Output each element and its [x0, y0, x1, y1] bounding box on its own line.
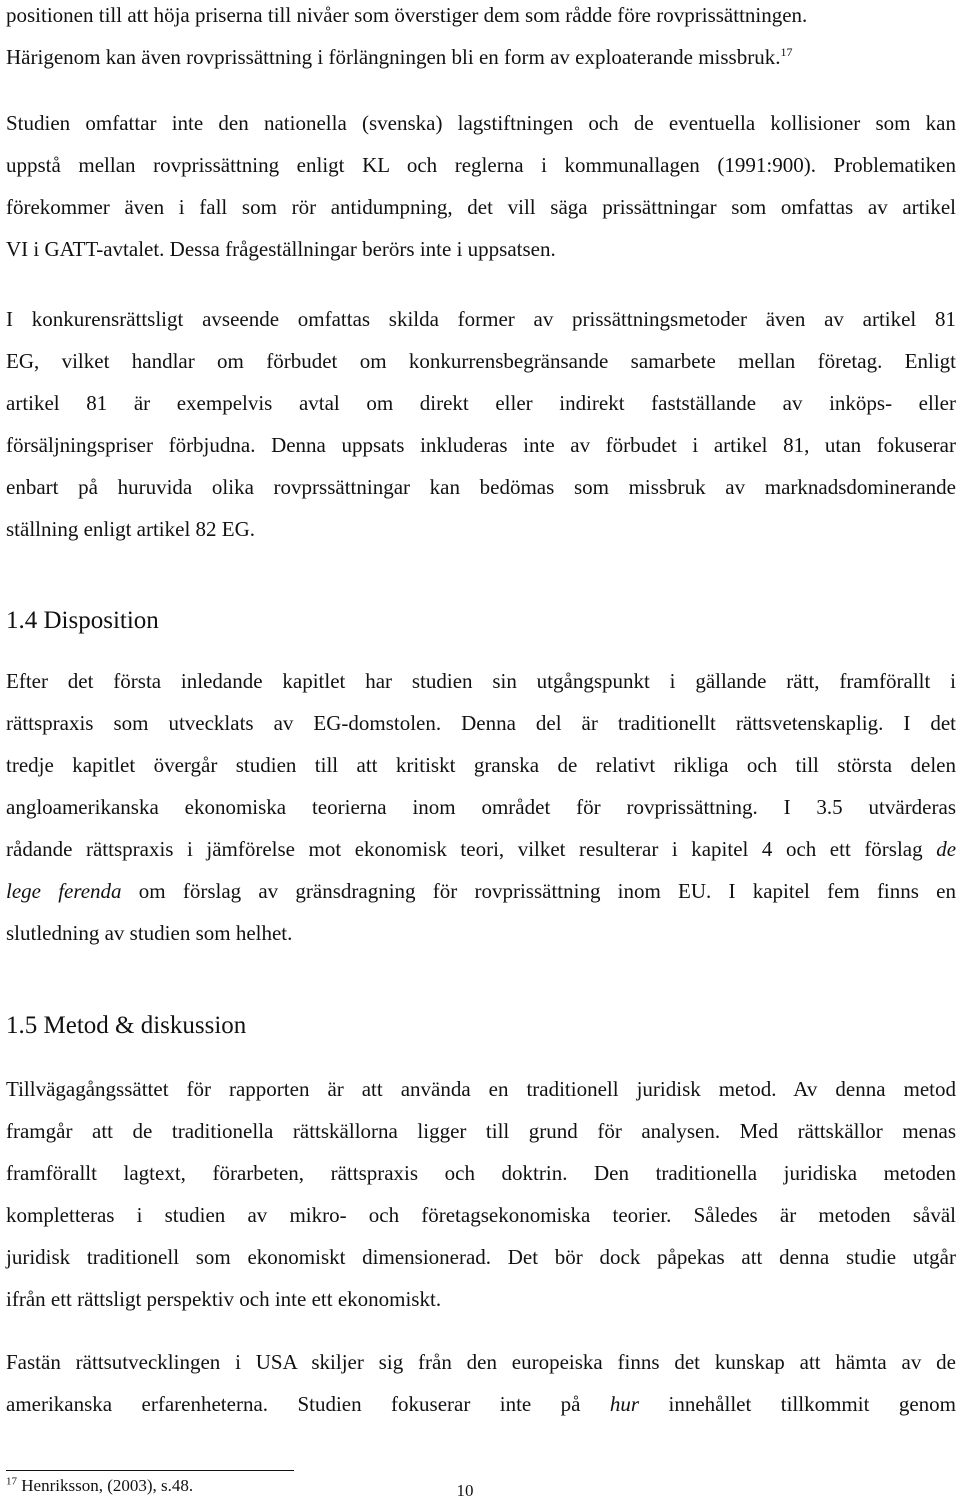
- paragraph-rovprissattning-exploatering: [6, 0, 956, 78]
- text-line: I konkurensrättsligt avseende omfattas skilda former av prissättningsmetoder även av artikel 81: [6, 307, 956, 331]
- text-line: Tillvägagångssättet för rapporten är att använda en traditionell juridisk metod. Av denna metod: [6, 1077, 956, 1101]
- footnote-number: 17: [6, 1475, 17, 1488]
- text-line: framförallt lagtext, förarbeten, rättspraxis och doktrin. Den traditionella juridiska metoden: [6, 1161, 956, 1185]
- italic-text: hur: [609, 1392, 640, 1416]
- text-line: Fastän rättsutvecklingen i USA skiljer sig från den europeiska finns det kunskap att hämta av de: [6, 1350, 956, 1374]
- page-number: 10: [456, 1481, 474, 1500]
- text-segment: rådande rättspraxis i jämförelse mot ekonomisk teori, vilket resulterar i kapitel 4 och ett förslag: [6, 837, 923, 861]
- section-heading-disposition: 1.4 Disposition: [6, 607, 159, 634]
- text-line: slutledning av studien som helhet.: [6, 921, 293, 945]
- paragraph-artikel-81: [6, 298, 956, 550]
- text-line: kompletteras i studien av mikro- och företagsekonomiska teorier. Således är metoden såväl: [6, 1203, 956, 1227]
- italic-text: lege ferenda: [6, 879, 122, 903]
- italic-text: de: [936, 837, 957, 861]
- text-line: rättspraxis som utvecklats av EG-domstolen. Denna del är traditionellt rättsvetenskaplig. I det: [6, 711, 956, 735]
- text-line: juridisk traditionell som ekonomiskt dimensionerad. Det bör dock påpekas att denna studie utgår: [6, 1245, 956, 1269]
- text-line: ställning enligt artikel 82 EG.: [6, 517, 256, 541]
- text-line: Studien omfattar inte den nationella (svenska) lagstiftningen och de eventuella kollisioner som kan: [6, 111, 956, 135]
- paragraph-metod: [6, 1068, 956, 1320]
- text-line: EG, vilket handlar om förbudet om konkurrensbegränsande samarbete mellan företag. Enligt: [6, 349, 956, 373]
- paragraph-usa-rattsutveckling: [6, 1341, 956, 1425]
- text-segment: Härigenom kan även rovprissättning i förlängningen bli en form av exploaterande missbruk.: [6, 45, 781, 69]
- text-segment: amerikanska erfarenheterna. Studien fokuserar inte på: [6, 1392, 581, 1416]
- text-line: försäljningspriser förbjudna. Denna uppsats inkluderas inte av förbudet i artikel 81, utan fokuserar: [6, 433, 956, 457]
- footnote-text: Henriksson, (2003), s.48.: [21, 1476, 194, 1495]
- section-heading-metod-diskussion: 1.5 Metod & diskussion: [6, 1012, 247, 1039]
- text-line: framgår att de traditionella rättskällorna ligger till grund för analysen. Med rättskällor menas: [6, 1119, 956, 1143]
- text-line: Efter det första inledande kapitlet har studien sin utgångspunkt i gällande rätt, framförallt i: [6, 669, 956, 693]
- text-line: [6, 36, 956, 78]
- footnote-reference[interactable]: 17: [780, 45, 793, 59]
- text-line: [6, 828, 956, 870]
- text-line: tredje kapitlet övergår studien till att kritiskt granska de relativt rikliga och till största delen: [6, 753, 956, 777]
- text-line: VI i GATT-avtalet. Dessa frågeställningar berörs inte i uppsatsen.: [6, 237, 556, 261]
- text-line: [6, 1383, 956, 1425]
- text-line: ifrån ett rättsligt perspektiv och inte ett ekonomiskt.: [6, 1287, 442, 1311]
- paragraph-studiens-avgransning: [6, 102, 956, 270]
- footnote-separator: [6, 1470, 294, 1471]
- text-line: artikel 81 är exempelvis avtal om direkt eller indirekt fastställande av inköps- eller: [6, 391, 956, 415]
- text-line: positionen till att höja priserna till nivåer som överstiger dem som rådde före rovprissättningen.: [6, 3, 808, 27]
- text-line: [6, 870, 956, 912]
- document-page: [6, 0, 956, 1500]
- text-line: enbart på huruvida olika rovprssättningar kan bedömas som missbruk av marknadsdominerande: [6, 475, 956, 499]
- text-line: uppstå mellan rovprissättning enligt KL och reglerna i kommunallagen (1991:900). Problematiken: [6, 153, 956, 177]
- text-segment: innehållet tillkommit genom: [668, 1392, 956, 1416]
- text-line: förekommer även i fall som rör antidumpning, det vill säga prissättningar som omfattas av artikel: [6, 195, 956, 219]
- text-line: angloamerikanska ekonomiska teorierna inom området för rovprissättning. I 3.5 utvärderas: [6, 795, 956, 819]
- text-segment: om förslag av gränsdragning för rovprissättning inom EU. I kapitel fem finns en: [138, 879, 956, 903]
- paragraph-disposition: [6, 660, 956, 954]
